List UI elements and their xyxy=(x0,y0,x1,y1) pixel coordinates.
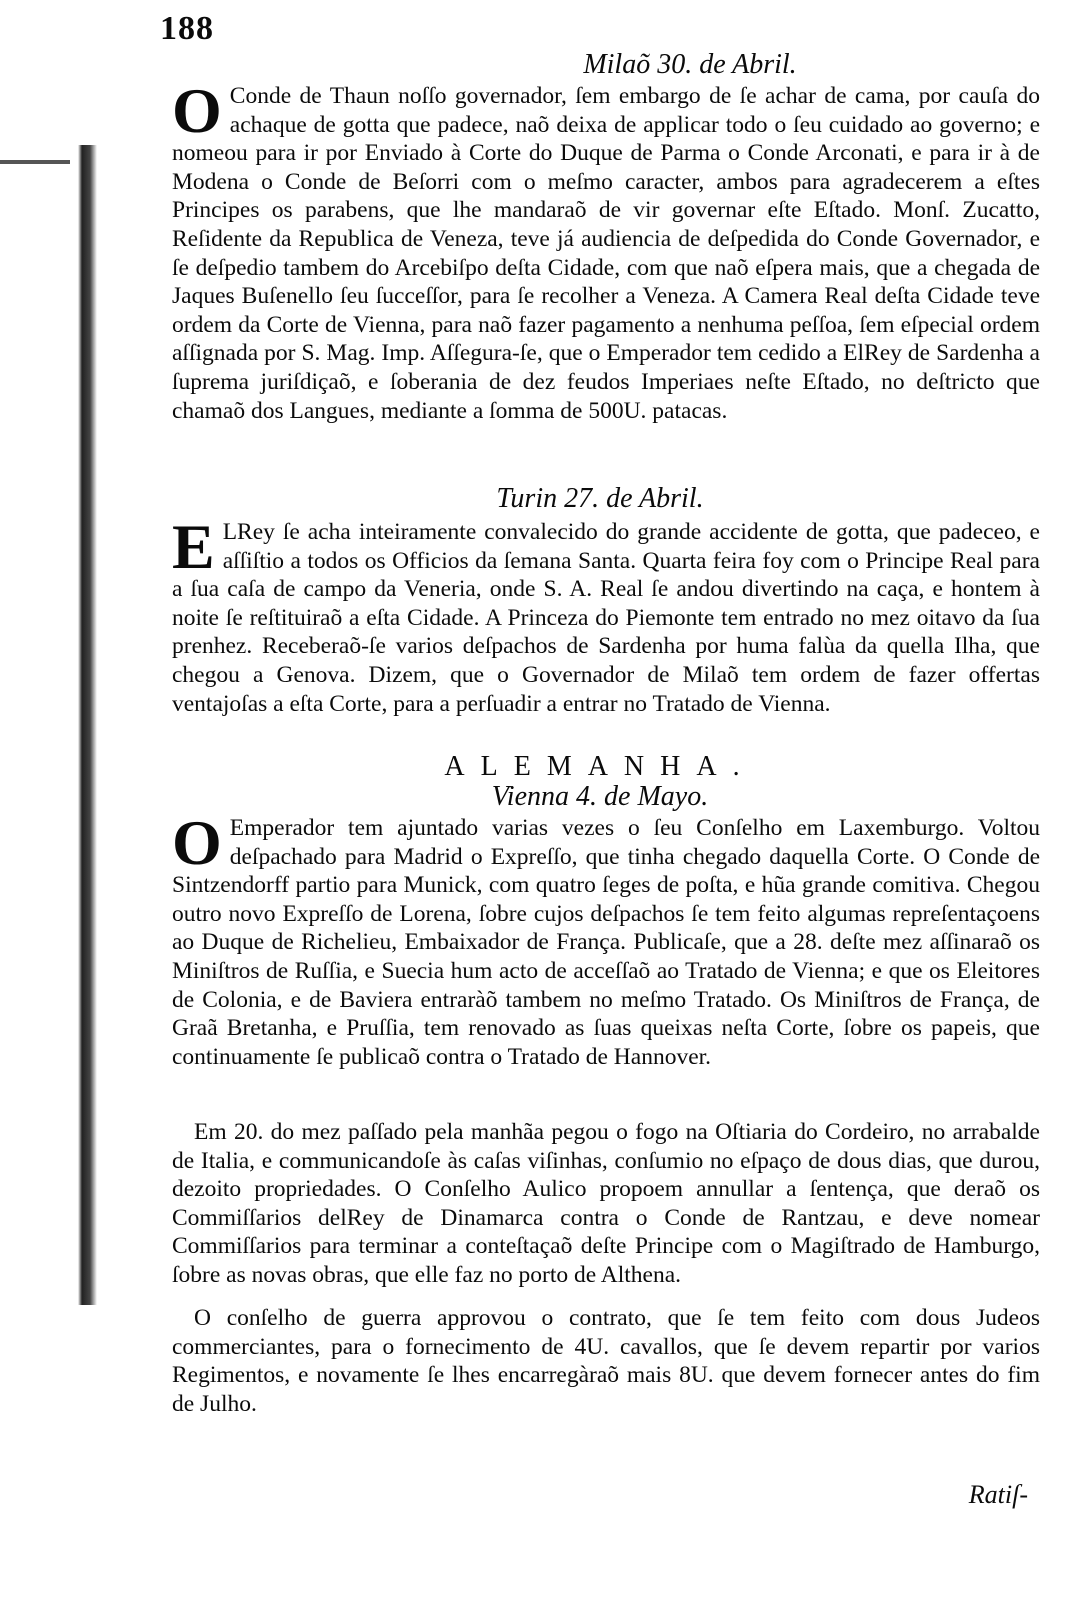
paragraph-vienna xyxy=(172,807,1040,1110)
paragraph-fire: Em 20. do mez paſſado pela manhãa pegou o fogo na Oſtiaria do Cordeiro, no arrabalde de Italia, e communicandoſe às caſas viſinhas, conſumio no eſpaço de dous dias, que durou, dezoito propriedades. O Conſelho Aulico propoem annullar a ſentença, que deraõ os Commiſſarios delRey de Dinamarca contra o Conde de Rantzau, e deve nomear Commiſſarios para terminar a conteſtaçaõ deſte Principe com o Magiſtrado de Hamburgo, ſobre as novas obras, que elle faz no porto de Althena. xyxy=(172,1119,1040,1288)
paragraph-text: Conde de Thaun noſſo governador, ſem embargo de ſe achar de cama, por cauſa do achaque de gotta que padece, naõ deixa de applicar todo o ſeu cuidado ao governo; e nomeou para ir por Enviado à Corte do Duque de Parma o Conde Arconati, e para ir à de Modena o Conde de Beſorri com o meſmo caracter, ambos para agradecerem a eſtes Principes os parabens, que lhe mandaraõ de vir governar eſte Eſtado. Monſ. Zucatto, Reſidente da Republica de Veneza, teve já audiencia de deſpedida do Conde Governador, e ſe deſpedio tambem do Arcebiſpo deſta Cidade, com que naõ eſpera mais, que a chegada de Jaques Buſenello ſeu ſucceſſor, para ſe recolher a Veneza. A Camera Real deſta Cidade teve ordem da Corte de Vienna, para naõ fazer pagamento a nenhuma peſſoa, ſem eſpecial ordem aſſignada por S. Mag. Imp. Aſſegura-ſe, que o Emperador tem cedido a ElRey de Sardenha a ſuprema juriſdiçaõ, e ſoberania de dez feudos Imperiaes neſte Eſtado, no deſtricto que chamaõ dos Langues, mediante a ſomma de 500U. patacas. xyxy=(172,83,1040,424)
dateline-milan: Milaõ 30. de Abril. xyxy=(583,49,797,80)
paragraph-text: Emperador tem ajuntado varias vezes o ſeu Conſelho em Laxemburgo. Voltou deſpachado para Madrid o Expreſſo, que tinha chegado daquella Corte. O Conde de Sintzendorff partio para Munick, com quatro ſeges de poſta, e hũa grande comitiva. Chegou outro novo Expreſſo de Lorena, ſobre cujos deſpachos ſe tem feito algumas repreſentaçoens ao Duque de Richelieu, Embaixador de França. Publicaſe, que a 28. deſte mez aſſinaraõ os Miniſtros de Ruſſia, e Suecia hum acto de acceſſaõ ao Tratado de Vienna; e que os Eleitores de Colonia, e de Baviera entraràõ tambem no meſmo Tratado. Os Miniſtros de França, de Graã Bretanha, e Pruſſia, tem renovado as ſuas queixas neſta Corte, ſobre os papeis, que continuamente ſe publicaõ contra o Tratado de Hannover. xyxy=(172,815,1040,1070)
section-title: ALEMANHA. xyxy=(444,751,756,782)
dropcap: O xyxy=(172,75,222,146)
paragraph-turin xyxy=(172,511,1040,748)
catchword: Ratiſ- xyxy=(968,1480,1028,1509)
dateline-turin: Turin 27. de Abril. xyxy=(496,483,704,514)
paragraph-text: LRey ſe acha inteiramente convalecido do grande accidente de gotta, que padeceo, e aſſiſtio a todos os Officios da ſemana Santa. Quarta feira foy com o Principe Real para a ſua caſa de campo da Veneria, onde S. A. Real ſe andou divertindo na caça, e hontem à noite ſe reſtituiraõ a eſta Cidade. A Princeza do Piemonte tem entrado no mez oitavo da ſua prenhez. Receberaõ-ſe varios deſpachos de Sardenha por huma falùa da quella Ilha, que chegou a Genova. Dizem, que o Governador de Milaõ tem ordem de fazer offertas ventajoſas a eſta Corte, para a perſuadir a entrar no Tratado de Vienna. xyxy=(172,519,1040,717)
binding-edge xyxy=(0,145,100,1305)
page-number: 188 xyxy=(160,10,214,47)
dateline-vienna: Vienna 4. de Mayo. xyxy=(491,781,709,812)
paragraph-council: O conſelho de guerra approvou o contrato, que ſe tem feito com dous Judeos commerciantes, para o fornecimento de 4U. cavallos, que ſe devem repartir por varios Regimentos, e novamente ſe lhes encarregàraõ mais 8U. que devem fornecer antes do fim de Julho. xyxy=(172,1305,1040,1417)
dropcap: O xyxy=(172,807,222,878)
binding-mark xyxy=(0,160,70,164)
paragraph-milan xyxy=(172,75,1040,480)
dropcap: E xyxy=(172,511,215,582)
